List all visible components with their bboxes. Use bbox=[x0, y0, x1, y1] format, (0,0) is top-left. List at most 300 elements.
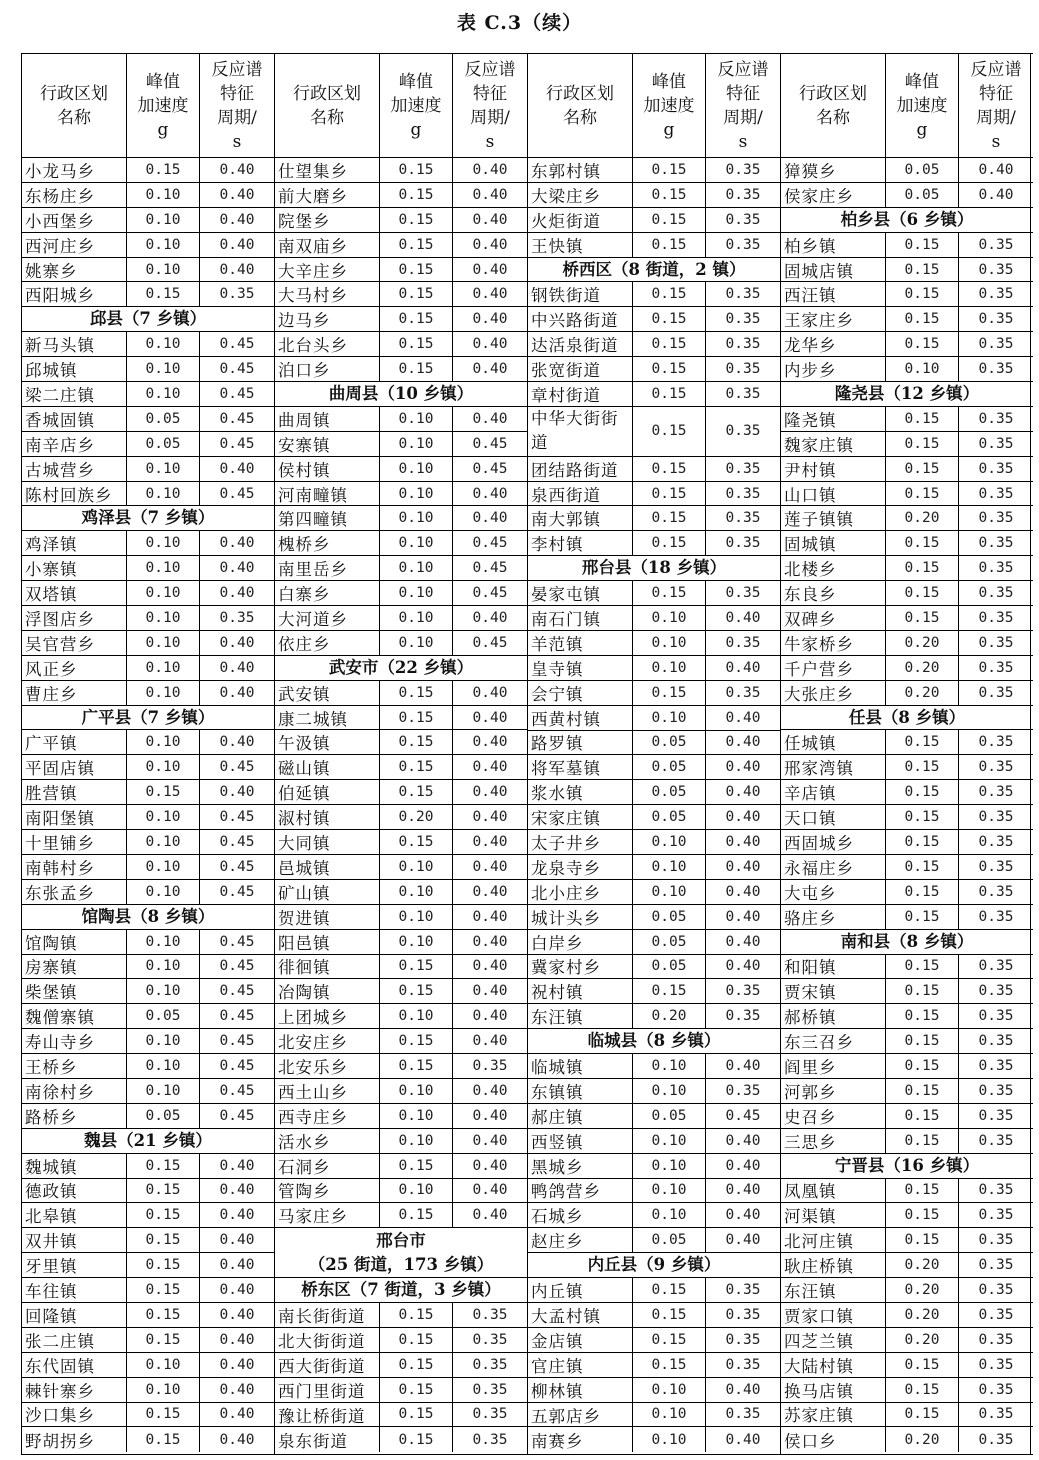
characteristic-period-cell: 0.35 bbox=[958, 955, 1033, 979]
peak-acceleration-cell: 0.10 bbox=[632, 1403, 705, 1427]
table-row bbox=[22, 1328, 274, 1353]
table-row bbox=[22, 1004, 274, 1029]
header-characteristic-period: 反应谱 特征 周期/ s bbox=[452, 54, 527, 157]
region-name-cell: 柴堡镇 bbox=[25, 983, 78, 1003]
table-row bbox=[528, 1403, 780, 1428]
region-name-cell: 柏乡镇 bbox=[784, 236, 837, 256]
peak-acceleration-cell: 0.15 bbox=[379, 1029, 452, 1053]
characteristic-period-cell: 0.35 bbox=[705, 208, 780, 232]
table-row bbox=[781, 606, 1033, 631]
table-row bbox=[22, 382, 274, 407]
table-row bbox=[275, 1378, 527, 1403]
characteristic-period-cell: 0.35 bbox=[705, 681, 780, 705]
region-name-cell: 风正乡 bbox=[25, 659, 78, 679]
peak-acceleration-cell: 0.15 bbox=[885, 1228, 958, 1252]
characteristic-period-cell: 0.40 bbox=[452, 905, 527, 929]
region-name-cell: 换马店镇 bbox=[784, 1381, 854, 1401]
peak-acceleration-cell: 0.20 bbox=[885, 631, 958, 655]
region-name-cell: 会宁镇 bbox=[531, 684, 584, 704]
peak-acceleration-cell: 0.10 bbox=[379, 880, 452, 904]
region-name-cell: 小龙马乡 bbox=[25, 161, 95, 181]
table-row bbox=[528, 1104, 780, 1129]
region-group-header bbox=[275, 1278, 527, 1303]
table-row bbox=[22, 631, 274, 656]
header-peak-acceleration: 峰值 加速度 g bbox=[379, 54, 452, 157]
peak-acceleration-cell: 0.15 bbox=[632, 382, 705, 406]
region-name-cell: 尹村镇 bbox=[784, 460, 837, 480]
peak-acceleration-cell: 0.05 bbox=[632, 805, 705, 829]
table-row bbox=[528, 755, 780, 780]
region-name-cell: 邱城镇 bbox=[25, 361, 78, 381]
characteristic-period-cell: 0.45 bbox=[452, 432, 527, 456]
peak-acceleration-cell: 0.15 bbox=[379, 1303, 452, 1327]
region-name-cell: 鸭鸽营乡 bbox=[531, 1182, 601, 1202]
table-row bbox=[781, 1303, 1033, 1328]
peak-acceleration-cell: 0.15 bbox=[632, 1328, 705, 1352]
region-name-cell: 南长街街道 bbox=[278, 1306, 366, 1326]
region-name-cell: 和阳镇 bbox=[784, 958, 837, 978]
region-name-cell: 龙泉寺乡 bbox=[531, 858, 601, 878]
peak-acceleration-cell: 0.15 bbox=[885, 1104, 958, 1128]
region-name-cell: 西黄村镇 bbox=[531, 709, 601, 729]
characteristic-period-cell: 0.35 bbox=[958, 805, 1033, 829]
peak-acceleration-cell: 0.15 bbox=[885, 955, 958, 979]
table-row bbox=[22, 233, 274, 258]
characteristic-period-cell: 0.35 bbox=[958, 357, 1033, 381]
peak-acceleration-cell: 0.15 bbox=[885, 979, 958, 1003]
table-row bbox=[275, 780, 527, 805]
column-header-row bbox=[528, 53, 780, 158]
region-name-cell: 李村镇 bbox=[531, 535, 584, 555]
peak-acceleration-cell: 0.10 bbox=[632, 1054, 705, 1078]
characteristic-period-cell: 0.35 bbox=[958, 1253, 1033, 1277]
region-group-header bbox=[22, 506, 274, 531]
region-name-cell: 耿庄桥镇 bbox=[784, 1257, 854, 1277]
characteristic-period-cell: 0.40 bbox=[199, 183, 274, 207]
region-name-cell: 石城乡 bbox=[531, 1207, 584, 1227]
header-region-name: 行政区划 名称 bbox=[799, 83, 867, 128]
peak-acceleration-cell: 0.10 bbox=[126, 805, 199, 829]
table-row bbox=[275, 681, 527, 706]
table-row bbox=[528, 482, 780, 507]
characteristic-period-cell: 0.35 bbox=[705, 282, 780, 306]
table-row bbox=[22, 855, 274, 880]
table-row bbox=[22, 581, 274, 606]
region-name-cell: 牛家桥乡 bbox=[784, 634, 854, 654]
peak-acceleration-cell: 0.15 bbox=[885, 755, 958, 779]
region-group-header bbox=[528, 1253, 780, 1278]
region-name-cell: 山口镇 bbox=[784, 485, 837, 505]
region-name-cell: 阎里乡 bbox=[784, 1058, 837, 1078]
group-title: 柏乡县（6 乡镇） bbox=[840, 209, 974, 229]
table-row bbox=[22, 208, 274, 233]
region-group-header bbox=[275, 382, 527, 407]
region-name-cell: 固城店镇 bbox=[784, 261, 854, 281]
header-peak-acceleration: 峰值 加速度 g bbox=[885, 54, 958, 157]
peak-acceleration-cell: 0.10 bbox=[379, 432, 452, 456]
characteristic-period-cell: 0.35 bbox=[958, 506, 1033, 530]
region-name-cell: 陈村回族乡 bbox=[25, 485, 113, 505]
region-name-cell: 宋家庄镇 bbox=[531, 809, 601, 829]
peak-acceleration-cell: 0.10 bbox=[632, 656, 705, 680]
peak-acceleration-cell: 0.15 bbox=[379, 332, 452, 356]
table-title: 表 C.3（续） bbox=[456, 12, 583, 34]
characteristic-period-cell: 0.35 bbox=[452, 1328, 527, 1352]
characteristic-period-cell: 0.45 bbox=[199, 955, 274, 979]
peak-acceleration-cell: 0.15 bbox=[885, 830, 958, 854]
peak-acceleration-cell: 0.15 bbox=[379, 208, 452, 232]
region-name-cell: 槐桥乡 bbox=[278, 535, 331, 555]
peak-acceleration-cell: 0.10 bbox=[126, 656, 199, 680]
group-title: 宁晋县（16 乡镇） bbox=[834, 1155, 980, 1175]
peak-acceleration-cell: 0.15 bbox=[126, 780, 199, 804]
peak-acceleration-cell: 0.15 bbox=[126, 1228, 199, 1252]
group-title: 桥东区（7 街道，3 乡镇） bbox=[301, 1280, 501, 1300]
group-title: 临城县（8 乡镇） bbox=[587, 1031, 721, 1051]
region-name-cell: 太子井乡 bbox=[531, 834, 601, 854]
table-row bbox=[275, 1303, 527, 1328]
peak-acceleration-cell: 0.15 bbox=[632, 233, 705, 257]
characteristic-period-cell: 0.35 bbox=[958, 755, 1033, 779]
header-peak-acceleration: 峰值 加速度 g bbox=[632, 54, 705, 157]
region-name-cell: 东郭村镇 bbox=[531, 161, 601, 181]
peak-acceleration-cell: 0.05 bbox=[885, 158, 958, 182]
table-row bbox=[528, 1378, 780, 1403]
region-name-cell: 南双庙乡 bbox=[278, 236, 348, 256]
region-name-cell: 将军墓镇 bbox=[531, 759, 601, 779]
table-row bbox=[528, 1054, 780, 1079]
peak-acceleration-cell: 0.15 bbox=[885, 1029, 958, 1053]
region-name-cell: 南石门镇 bbox=[531, 610, 601, 629]
table-row bbox=[528, 1353, 780, 1378]
table-row bbox=[528, 905, 780, 930]
table-row bbox=[528, 1154, 780, 1179]
region-name-cell: 贾家口镇 bbox=[784, 1306, 854, 1326]
region-group-header bbox=[528, 556, 780, 581]
region-name-cell: 北大街街道 bbox=[278, 1331, 366, 1351]
table-row bbox=[275, 706, 527, 731]
characteristic-period-cell: 0.35 bbox=[705, 307, 780, 331]
characteristic-period-cell: 0.40 bbox=[705, 930, 780, 954]
peak-acceleration-cell: 0.15 bbox=[379, 979, 452, 1003]
characteristic-period-cell: 0.40 bbox=[452, 955, 527, 979]
characteristic-period-cell: 0.35 bbox=[958, 1278, 1033, 1302]
characteristic-period-cell: 0.40 bbox=[452, 681, 527, 705]
region-name-cell: 徘徊镇 bbox=[278, 958, 331, 978]
region-name-cell: 馆陶镇 bbox=[25, 933, 78, 953]
characteristic-period-cell: 0.35 bbox=[958, 1328, 1033, 1352]
table-row bbox=[22, 979, 274, 1004]
characteristic-period-cell: 0.45 bbox=[199, 855, 274, 879]
characteristic-period-cell: 0.35 bbox=[705, 979, 780, 1003]
characteristic-period-cell: 0.45 bbox=[199, 1104, 274, 1128]
characteristic-period-cell: 0.45 bbox=[452, 631, 527, 655]
region-name-cell: 天口镇 bbox=[784, 809, 837, 829]
region-group-header bbox=[22, 905, 274, 930]
characteristic-period-cell: 0.35 bbox=[958, 307, 1033, 331]
table-body bbox=[22, 158, 274, 1455]
table-row bbox=[275, 457, 527, 482]
table-row bbox=[528, 282, 780, 307]
table-row bbox=[22, 457, 274, 482]
region-name-cell: 双井镇 bbox=[25, 1232, 78, 1252]
region-name-cell: 回隆镇 bbox=[25, 1306, 78, 1326]
region-name-cell: 武安镇 bbox=[278, 684, 331, 704]
region-name-cell: 管陶乡 bbox=[278, 1182, 331, 1202]
peak-acceleration-cell: 0.20 bbox=[632, 1004, 705, 1028]
group-title: 邱县（7 乡镇） bbox=[89, 309, 207, 329]
characteristic-period-cell: 0.40 bbox=[705, 780, 780, 804]
region-name-cell: 凤凰镇 bbox=[784, 1182, 837, 1202]
table-row bbox=[22, 1029, 274, 1054]
table-row bbox=[275, 1004, 527, 1029]
table-row bbox=[22, 755, 274, 780]
characteristic-period-cell: 0.40 bbox=[199, 208, 274, 232]
table-row bbox=[781, 1253, 1033, 1278]
peak-acceleration-cell: 0.15 bbox=[379, 282, 452, 306]
table-row bbox=[781, 233, 1033, 258]
peak-acceleration-cell: 0.15 bbox=[885, 1004, 958, 1028]
region-name-cell: 魏城镇 bbox=[25, 1157, 78, 1177]
region-name-cell: 南韩村乡 bbox=[25, 858, 95, 878]
peak-acceleration-cell: 0.15 bbox=[885, 606, 958, 630]
table-row bbox=[528, 780, 780, 805]
region-name-cell: 大同镇 bbox=[278, 834, 331, 853]
characteristic-period-cell: 0.35 bbox=[958, 432, 1033, 456]
region-name-cell: 石洞乡 bbox=[278, 1157, 331, 1177]
characteristic-period-cell: 0.45 bbox=[199, 432, 274, 456]
group-title: 武安市（22 乡镇） bbox=[328, 657, 474, 677]
peak-acceleration-cell: 0.10 bbox=[126, 855, 199, 879]
table-row bbox=[22, 1104, 274, 1129]
table-row bbox=[275, 1054, 527, 1079]
table-row bbox=[781, 631, 1033, 656]
characteristic-period-cell: 0.35 bbox=[958, 482, 1033, 506]
region-name-cell: 新马头镇 bbox=[25, 336, 95, 356]
peak-acceleration-cell: 0.15 bbox=[632, 183, 705, 207]
table-row bbox=[528, 805, 780, 830]
peak-acceleration-cell: 0.10 bbox=[379, 1004, 452, 1028]
table-row bbox=[275, 258, 527, 283]
peak-acceleration-cell: 0.05 bbox=[126, 407, 199, 431]
region-name-cell: 隆尧镇 bbox=[784, 410, 837, 430]
table-column-2 bbox=[274, 53, 527, 1455]
table-row bbox=[22, 656, 274, 681]
table-row bbox=[275, 905, 527, 930]
table-row bbox=[275, 332, 527, 357]
region-name-cell: 古城营乡 bbox=[25, 460, 95, 480]
peak-acceleration-cell: 0.10 bbox=[632, 1154, 705, 1178]
characteristic-period-cell: 0.40 bbox=[705, 905, 780, 929]
table-row bbox=[528, 457, 780, 482]
table-row bbox=[528, 1129, 780, 1154]
region-name-cell: 龙华乡 bbox=[784, 336, 837, 356]
characteristic-period-cell: 0.35 bbox=[958, 1353, 1033, 1377]
peak-acceleration-cell: 0.15 bbox=[885, 556, 958, 580]
region-name-cell: 城计头乡 bbox=[531, 908, 601, 928]
table-row bbox=[528, 656, 780, 681]
group-title: 邢台市 bbox=[376, 1230, 426, 1250]
table-row bbox=[781, 955, 1033, 980]
region-name-cell: 内丘镇 bbox=[531, 1282, 584, 1302]
table-column-1 bbox=[22, 53, 274, 1455]
region-name-cell: 魏僧寨镇 bbox=[25, 1008, 95, 1028]
region-name-cell: 大梁庄乡 bbox=[531, 186, 601, 206]
peak-acceleration-cell: 0.05 bbox=[632, 905, 705, 929]
characteristic-period-cell: 0.40 bbox=[452, 307, 527, 331]
characteristic-period-cell: 0.40 bbox=[199, 780, 274, 804]
characteristic-period-cell: 0.45 bbox=[199, 930, 274, 954]
peak-acceleration-cell: 0.10 bbox=[632, 1378, 705, 1402]
group-title: 邢台县（18 乡镇） bbox=[581, 558, 727, 578]
peak-acceleration-cell: 0.10 bbox=[126, 979, 199, 1003]
table-row bbox=[22, 1054, 274, 1079]
peak-acceleration-cell: 0.20 bbox=[885, 656, 958, 680]
characteristic-period-cell: 0.40 bbox=[452, 780, 527, 804]
characteristic-period-cell: 0.35 bbox=[705, 531, 780, 555]
region-group-header bbox=[22, 307, 274, 332]
table-row bbox=[781, 730, 1033, 755]
table-row bbox=[528, 357, 780, 382]
characteristic-period-cell: 0.45 bbox=[199, 1054, 274, 1078]
characteristic-period-cell: 0.45 bbox=[199, 1029, 274, 1053]
region-name-cell: 千户营乡 bbox=[784, 659, 854, 679]
table-row bbox=[781, 979, 1033, 1004]
characteristic-period-cell: 0.40 bbox=[452, 830, 527, 854]
table-row bbox=[528, 1427, 780, 1452]
characteristic-period-cell: 0.40 bbox=[199, 1328, 274, 1352]
characteristic-period-cell: 0.40 bbox=[452, 1104, 527, 1128]
header-characteristic-period: 反应谱 特征 周期/ s bbox=[705, 54, 780, 157]
table-row bbox=[22, 1378, 274, 1403]
peak-acceleration-cell: 0.15 bbox=[126, 1328, 199, 1352]
region-name-cell: 东镇镇 bbox=[531, 1082, 584, 1102]
peak-acceleration-cell: 0.15 bbox=[379, 780, 452, 804]
table-row bbox=[528, 1079, 780, 1104]
region-name-cell: 固城镇 bbox=[784, 535, 837, 555]
region-name-cell: 小西堡乡 bbox=[25, 211, 95, 231]
region-name-cell: 鸡泽镇 bbox=[25, 535, 78, 555]
region-name-cell: 中兴路街道 bbox=[531, 311, 619, 331]
region-name-cell: 路罗镇 bbox=[531, 734, 584, 754]
table-row bbox=[275, 208, 527, 233]
region-name-cell: 侯家庄乡 bbox=[784, 186, 854, 206]
characteristic-period-cell: 0.45 bbox=[199, 1004, 274, 1028]
table-row bbox=[275, 1179, 527, 1204]
table-row bbox=[781, 432, 1033, 457]
region-name-cell: 泉西街道 bbox=[531, 485, 601, 505]
peak-acceleration-cell: 0.15 bbox=[885, 1129, 958, 1153]
peak-acceleration-cell: 0.10 bbox=[632, 830, 705, 854]
characteristic-period-cell: 0.40 bbox=[452, 183, 527, 207]
peak-acceleration-cell: 0.15 bbox=[379, 1154, 452, 1178]
characteristic-period-cell: 0.40 bbox=[199, 1179, 274, 1203]
peak-acceleration-cell: 0.15 bbox=[126, 158, 199, 182]
region-name-cell: 团结路街道 bbox=[531, 460, 619, 480]
characteristic-period-cell: 0.40 bbox=[705, 880, 780, 904]
peak-acceleration-cell: 0.15 bbox=[379, 1353, 452, 1377]
characteristic-period-cell: 0.35 bbox=[705, 1403, 780, 1427]
region-name-cell: 羊范镇 bbox=[531, 634, 584, 654]
peak-acceleration-cell: 0.10 bbox=[379, 482, 452, 506]
table-row bbox=[22, 955, 274, 980]
peak-acceleration-cell: 0.05 bbox=[126, 432, 199, 456]
peak-acceleration-cell: 0.10 bbox=[379, 1079, 452, 1103]
characteristic-period-cell: 0.40 bbox=[199, 233, 274, 257]
characteristic-period-cell: 0.40 bbox=[705, 805, 780, 829]
table-row bbox=[528, 531, 780, 556]
characteristic-period-cell: 0.40 bbox=[199, 1303, 274, 1327]
region-name-cell: 阳邑镇 bbox=[278, 933, 331, 953]
characteristic-period-cell: 0.35 bbox=[958, 258, 1033, 282]
peak-acceleration-cell: 0.15 bbox=[632, 457, 705, 481]
region-name-cell: 西竖镇 bbox=[531, 1132, 584, 1152]
peak-acceleration-cell: 0.20 bbox=[885, 1328, 958, 1352]
characteristic-period-cell: 0.40 bbox=[452, 880, 527, 904]
peak-acceleration-cell: 0.10 bbox=[632, 1203, 705, 1227]
peak-acceleration-cell: 0.05 bbox=[126, 1004, 199, 1028]
characteristic-period-cell: 0.35 bbox=[958, 332, 1033, 356]
region-name-cell: 西门里街道 bbox=[278, 1381, 366, 1401]
characteristic-period-cell: 0.40 bbox=[452, 1154, 527, 1178]
region-name-cell: 泉东街道 bbox=[278, 1431, 348, 1451]
peak-acceleration-cell: 0.10 bbox=[126, 1054, 199, 1078]
region-name-cell: 章村街道 bbox=[531, 385, 601, 405]
peak-acceleration-cell: 0.10 bbox=[379, 531, 452, 555]
peak-acceleration-cell: 0.20 bbox=[885, 1427, 958, 1452]
region-name-cell: 苏家庄镇 bbox=[784, 1406, 854, 1426]
characteristic-period-cell: 0.35 bbox=[958, 1203, 1033, 1227]
region-name-cell: 吴官营乡 bbox=[25, 634, 95, 654]
table-row bbox=[528, 631, 780, 656]
table-row bbox=[528, 581, 780, 606]
group-title: 隆尧县（12 乡镇） bbox=[834, 383, 980, 403]
column-header-row bbox=[781, 53, 1033, 158]
table-row bbox=[275, 1427, 527, 1452]
characteristic-period-cell: 0.40 bbox=[705, 1154, 780, 1178]
peak-acceleration-cell: 0.10 bbox=[632, 1129, 705, 1153]
characteristic-period-cell: 0.35 bbox=[958, 457, 1033, 481]
characteristic-period-cell: 0.40 bbox=[705, 1228, 780, 1252]
characteristic-period-cell: 0.40 bbox=[452, 407, 527, 431]
group-title: 内丘县（9 乡镇） bbox=[587, 1255, 721, 1275]
table-row bbox=[275, 1154, 527, 1179]
peak-acceleration-cell: 0.10 bbox=[126, 1353, 199, 1377]
characteristic-period-cell: 0.40 bbox=[705, 1179, 780, 1203]
table-row bbox=[528, 855, 780, 880]
table-row bbox=[781, 556, 1033, 581]
peak-acceleration-cell: 0.10 bbox=[126, 955, 199, 979]
characteristic-period-cell: 0.35 bbox=[958, 1079, 1033, 1103]
peak-acceleration-cell: 0.15 bbox=[126, 1278, 199, 1302]
region-name-cell: 邢家湾镇 bbox=[784, 759, 854, 779]
characteristic-period-cell: 0.35 bbox=[452, 1353, 527, 1377]
region-name-cell: 辛店镇 bbox=[784, 784, 837, 804]
characteristic-period-cell: 0.40 bbox=[705, 1203, 780, 1227]
region-group-header bbox=[781, 930, 1033, 955]
table-row bbox=[22, 407, 274, 432]
peak-acceleration-cell: 0.10 bbox=[126, 183, 199, 207]
table-row bbox=[781, 482, 1033, 507]
peak-acceleration-cell: 0.15 bbox=[632, 357, 705, 381]
peak-acceleration-cell: 0.15 bbox=[632, 681, 705, 705]
table-row bbox=[781, 581, 1033, 606]
characteristic-period-cell: 0.35 bbox=[705, 357, 780, 381]
table-row bbox=[781, 1129, 1033, 1154]
region-group-header bbox=[781, 706, 1033, 731]
peak-acceleration-cell: 0.20 bbox=[379, 805, 452, 829]
table-row bbox=[22, 1303, 274, 1328]
